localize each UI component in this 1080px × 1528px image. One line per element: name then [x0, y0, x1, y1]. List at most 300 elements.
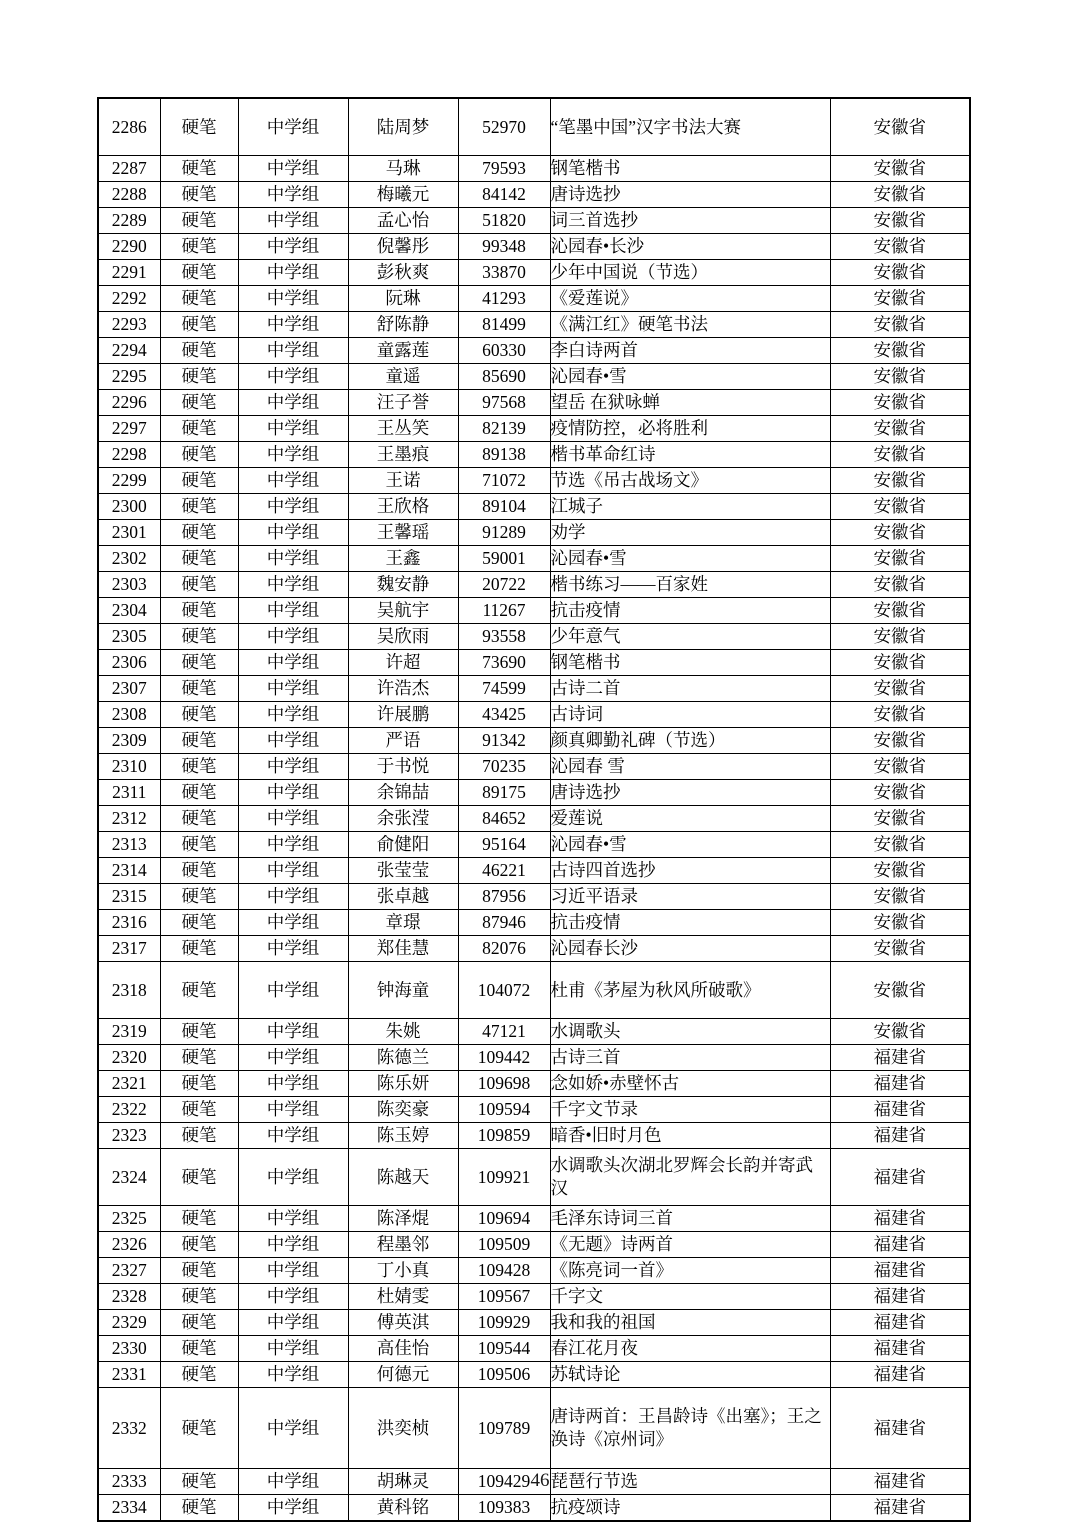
row-province: 安徽省 — [830, 208, 970, 234]
row-province: 安徽省 — [830, 1019, 970, 1045]
row-number: 73690 — [458, 650, 550, 676]
row-id: 2288 — [98, 182, 160, 208]
row-id: 2291 — [98, 260, 160, 286]
table-row — [98, 832, 970, 858]
row-type: 硬笔 — [160, 208, 238, 234]
row-group: 中学组 — [238, 858, 348, 884]
row-province: 福建省 — [830, 1045, 970, 1071]
row-province: 安徽省 — [830, 234, 970, 260]
table-row — [98, 208, 970, 234]
row-group: 中学组 — [238, 1123, 348, 1149]
row-number: 109429 — [458, 1469, 550, 1495]
table-row — [98, 754, 970, 780]
row-province: 福建省 — [830, 1097, 970, 1123]
row-title: 《陈亮词一首》 — [550, 1258, 830, 1284]
row-type: 硬笔 — [160, 286, 238, 312]
row-title: 钢笔楷书 — [550, 156, 830, 182]
row-id: 2294 — [98, 338, 160, 364]
row-number: 11267 — [458, 598, 550, 624]
row-name: 钟海童 — [348, 962, 458, 1019]
row-type: 硬笔 — [160, 962, 238, 1019]
row-group: 中学组 — [238, 1336, 348, 1362]
row-group: 中学组 — [238, 702, 348, 728]
row-title: 楷书革命红诗 — [550, 442, 830, 468]
row-group: 中学组 — [238, 962, 348, 1019]
row-province: 福建省 — [830, 1469, 970, 1495]
row-title: 水调歌头 — [550, 1019, 830, 1045]
row-number: 109442 — [458, 1045, 550, 1071]
row-group: 中学组 — [238, 832, 348, 858]
row-province: 安徽省 — [830, 182, 970, 208]
row-id: 2296 — [98, 390, 160, 416]
row-title: 望岳 在狱咏蝉 — [550, 390, 830, 416]
row-title: 古诗二首 — [550, 676, 830, 702]
row-id: 2331 — [98, 1362, 160, 1388]
table-row — [98, 390, 970, 416]
row-title: 抗击疫情 — [550, 910, 830, 936]
row-type: 硬笔 — [160, 1336, 238, 1362]
row-title: 爱莲说 — [550, 806, 830, 832]
row-group: 中学组 — [238, 286, 348, 312]
row-name: 严语 — [348, 728, 458, 754]
row-id: 2309 — [98, 728, 160, 754]
row-province: 安徽省 — [830, 364, 970, 390]
row-province: 安徽省 — [830, 962, 970, 1019]
row-name: 彭秋爽 — [348, 260, 458, 286]
table-row — [98, 1258, 970, 1284]
row-name: 余张滢 — [348, 806, 458, 832]
row-group: 中学组 — [238, 1310, 348, 1336]
row-group: 中学组 — [238, 1045, 348, 1071]
row-type: 硬笔 — [160, 1123, 238, 1149]
row-group: 中学组 — [238, 520, 348, 546]
row-name: 吴航宇 — [348, 598, 458, 624]
row-title: 劝学 — [550, 520, 830, 546]
row-id: 2330 — [98, 1336, 160, 1362]
row-province: 福建省 — [830, 1123, 970, 1149]
row-name: 陈泽焜 — [348, 1206, 458, 1232]
table-row — [98, 1232, 970, 1258]
row-title: 少年意气 — [550, 624, 830, 650]
row-group: 中学组 — [238, 390, 348, 416]
row-id: 2316 — [98, 910, 160, 936]
row-group: 中学组 — [238, 884, 348, 910]
row-id: 2332 — [98, 1388, 160, 1469]
row-number: 59001 — [458, 546, 550, 572]
row-province: 安徽省 — [830, 442, 970, 468]
row-province: 福建省 — [830, 1388, 970, 1469]
table-row — [98, 182, 970, 208]
row-group: 中学组 — [238, 1388, 348, 1469]
row-type: 硬笔 — [160, 832, 238, 858]
table-row — [98, 98, 970, 156]
table-row — [98, 1495, 970, 1522]
row-title: 抗疫颂诗 — [550, 1495, 830, 1522]
row-title: 《爱莲说》 — [550, 286, 830, 312]
row-province: 安徽省 — [830, 858, 970, 884]
row-name: 马琳 — [348, 156, 458, 182]
row-title: 《满江红》硬笔书法 — [550, 312, 830, 338]
row-group: 中学组 — [238, 910, 348, 936]
table-row — [98, 364, 970, 390]
row-province: 安徽省 — [830, 624, 970, 650]
row-title: 琵琶行节选 — [550, 1469, 830, 1495]
row-province: 安徽省 — [830, 260, 970, 286]
row-id: 2326 — [98, 1232, 160, 1258]
row-name: 许展鹏 — [348, 702, 458, 728]
row-group: 中学组 — [238, 806, 348, 832]
row-group: 中学组 — [238, 1019, 348, 1045]
row-name: 何德元 — [348, 1362, 458, 1388]
row-type: 硬笔 — [160, 1097, 238, 1123]
row-id: 2334 — [98, 1495, 160, 1522]
row-province: 安徽省 — [830, 650, 970, 676]
row-province: 安徽省 — [830, 312, 970, 338]
roster-table-body — [98, 98, 970, 1521]
row-type: 硬笔 — [160, 1469, 238, 1495]
row-province: 安徽省 — [830, 546, 970, 572]
row-number: 109506 — [458, 1362, 550, 1388]
row-id: 2321 — [98, 1071, 160, 1097]
row-title: “笔墨中国”汉字书法大赛 — [550, 98, 830, 156]
row-name: 王墨痕 — [348, 442, 458, 468]
row-type: 硬笔 — [160, 338, 238, 364]
row-province: 安徽省 — [830, 676, 970, 702]
row-group: 中学组 — [238, 624, 348, 650]
row-group: 中学组 — [238, 364, 348, 390]
roster-table — [97, 97, 971, 1522]
row-number: 87956 — [458, 884, 550, 910]
row-name: 黄科铭 — [348, 1495, 458, 1522]
row-group: 中学组 — [238, 754, 348, 780]
row-province: 安徽省 — [830, 286, 970, 312]
row-group: 中学组 — [238, 1149, 348, 1206]
row-name: 许超 — [348, 650, 458, 676]
row-number: 70235 — [458, 754, 550, 780]
row-province: 福建省 — [830, 1310, 970, 1336]
row-name: 孟心怡 — [348, 208, 458, 234]
row-province: 安徽省 — [830, 598, 970, 624]
table-row — [98, 598, 970, 624]
row-number: 104072 — [458, 962, 550, 1019]
row-number: 109509 — [458, 1232, 550, 1258]
row-group: 中学组 — [238, 156, 348, 182]
row-title: 江城子 — [550, 494, 830, 520]
row-number: 109698 — [458, 1071, 550, 1097]
row-name: 郑佳慧 — [348, 936, 458, 962]
row-group: 中学组 — [238, 98, 348, 156]
row-number: 99348 — [458, 234, 550, 260]
row-number: 89175 — [458, 780, 550, 806]
row-id: 2310 — [98, 754, 160, 780]
row-name: 魏安静 — [348, 572, 458, 598]
row-number: 60330 — [458, 338, 550, 364]
row-number: 93558 — [458, 624, 550, 650]
row-province: 安徽省 — [830, 832, 970, 858]
row-type: 硬笔 — [160, 1206, 238, 1232]
row-number: 95164 — [458, 832, 550, 858]
row-title: 抗击疫情 — [550, 598, 830, 624]
row-province: 安徽省 — [830, 416, 970, 442]
row-type: 硬笔 — [160, 182, 238, 208]
row-number: 46221 — [458, 858, 550, 884]
row-type: 硬笔 — [160, 1232, 238, 1258]
table-row — [98, 910, 970, 936]
row-name: 胡琳灵 — [348, 1469, 458, 1495]
row-province: 福建省 — [830, 1206, 970, 1232]
table-row — [98, 676, 970, 702]
table-row — [98, 624, 970, 650]
row-type: 硬笔 — [160, 702, 238, 728]
row-title: 唐诗选抄 — [550, 780, 830, 806]
row-number: 91342 — [458, 728, 550, 754]
table-row — [98, 572, 970, 598]
row-name: 丁小真 — [348, 1258, 458, 1284]
row-id: 2323 — [98, 1123, 160, 1149]
row-name: 汪子誉 — [348, 390, 458, 416]
row-title: 少年中国说（节选） — [550, 260, 830, 286]
row-number: 84142 — [458, 182, 550, 208]
row-province: 安徽省 — [830, 806, 970, 832]
row-type: 硬笔 — [160, 390, 238, 416]
row-id: 2329 — [98, 1310, 160, 1336]
row-type: 硬笔 — [160, 546, 238, 572]
row-title: 沁园春•长沙 — [550, 234, 830, 260]
table-row — [98, 806, 970, 832]
row-id: 2324 — [98, 1149, 160, 1206]
row-number: 41293 — [458, 286, 550, 312]
table-row — [98, 702, 970, 728]
row-name: 阮琳 — [348, 286, 458, 312]
row-type: 硬笔 — [160, 1495, 238, 1522]
row-number: 20722 — [458, 572, 550, 598]
row-title: 春江花月夜 — [550, 1336, 830, 1362]
row-group: 中学组 — [238, 1097, 348, 1123]
row-title: 沁园春•雪 — [550, 364, 830, 390]
row-province: 安徽省 — [830, 390, 970, 416]
row-number: 71072 — [458, 468, 550, 494]
row-type: 硬笔 — [160, 1284, 238, 1310]
row-province: 安徽省 — [830, 520, 970, 546]
page-number: 46 — [530, 1470, 550, 1491]
table-row — [98, 338, 970, 364]
row-id: 2300 — [98, 494, 160, 520]
row-id: 2327 — [98, 1258, 160, 1284]
row-province: 安徽省 — [830, 338, 970, 364]
row-type: 硬笔 — [160, 780, 238, 806]
row-number: 89138 — [458, 442, 550, 468]
row-title: 苏轼诗论 — [550, 1362, 830, 1388]
row-id: 2292 — [98, 286, 160, 312]
row-title: 毛泽东诗词三首 — [550, 1206, 830, 1232]
row-id: 2290 — [98, 234, 160, 260]
row-province: 福建省 — [830, 1362, 970, 1388]
row-name: 高佳怡 — [348, 1336, 458, 1362]
row-name: 陈乐妍 — [348, 1071, 458, 1097]
row-type: 硬笔 — [160, 520, 238, 546]
row-type: 硬笔 — [160, 234, 238, 260]
row-province: 福建省 — [830, 1071, 970, 1097]
row-province: 安徽省 — [830, 910, 970, 936]
row-number: 91289 — [458, 520, 550, 546]
row-province: 安徽省 — [830, 936, 970, 962]
row-group: 中学组 — [238, 234, 348, 260]
row-group: 中学组 — [238, 1258, 348, 1284]
row-name: 杜婧雯 — [348, 1284, 458, 1310]
table-row — [98, 312, 970, 338]
row-group: 中学组 — [238, 546, 348, 572]
row-id: 2303 — [98, 572, 160, 598]
row-number: 109929 — [458, 1310, 550, 1336]
table-row — [98, 1019, 970, 1045]
row-title: 古诗三首 — [550, 1045, 830, 1071]
table-row — [98, 1097, 970, 1123]
row-title: 念如娇•赤壁怀古 — [550, 1071, 830, 1097]
row-group: 中学组 — [238, 728, 348, 754]
row-name: 程墨邻 — [348, 1232, 458, 1258]
row-name: 陈德兰 — [348, 1045, 458, 1071]
row-province: 安徽省 — [830, 780, 970, 806]
row-type: 硬笔 — [160, 156, 238, 182]
row-type: 硬笔 — [160, 1019, 238, 1045]
row-name: 倪馨彤 — [348, 234, 458, 260]
row-number: 109594 — [458, 1097, 550, 1123]
row-province: 安徽省 — [830, 156, 970, 182]
row-name: 傅英淇 — [348, 1310, 458, 1336]
row-title: 千字文节录 — [550, 1097, 830, 1123]
table-row — [98, 884, 970, 910]
row-province: 安徽省 — [830, 468, 970, 494]
row-title: 李白诗两首 — [550, 338, 830, 364]
table-row — [98, 1123, 970, 1149]
row-group: 中学组 — [238, 1469, 348, 1495]
row-type: 硬笔 — [160, 754, 238, 780]
row-group: 中学组 — [238, 1284, 348, 1310]
row-type: 硬笔 — [160, 650, 238, 676]
row-type: 硬笔 — [160, 442, 238, 468]
row-province: 福建省 — [830, 1336, 970, 1362]
row-name: 章璟 — [348, 910, 458, 936]
table-row — [98, 494, 970, 520]
row-id: 2315 — [98, 884, 160, 910]
row-province: 福建省 — [830, 1232, 970, 1258]
row-number: 89104 — [458, 494, 550, 520]
row-group: 中学组 — [238, 780, 348, 806]
row-title: 千字文 — [550, 1284, 830, 1310]
row-id: 2299 — [98, 468, 160, 494]
row-id: 2293 — [98, 312, 160, 338]
row-number: 81499 — [458, 312, 550, 338]
row-type: 硬笔 — [160, 260, 238, 286]
row-title: 疫情防控，必将胜利 — [550, 416, 830, 442]
row-id: 2313 — [98, 832, 160, 858]
row-title: 古诗四首选抄 — [550, 858, 830, 884]
row-type: 硬笔 — [160, 1071, 238, 1097]
row-title: 唐诗两首：王昌龄诗《出塞》；王之涣诗《凉州词》 — [550, 1388, 830, 1469]
row-number: 97568 — [458, 390, 550, 416]
row-province: 安徽省 — [830, 98, 970, 156]
row-number: 84652 — [458, 806, 550, 832]
row-id: 2289 — [98, 208, 160, 234]
row-name: 陆周梦 — [348, 98, 458, 156]
row-number: 33870 — [458, 260, 550, 286]
row-group: 中学组 — [238, 676, 348, 702]
row-id: 2307 — [98, 676, 160, 702]
row-id: 2298 — [98, 442, 160, 468]
row-title: 沁园春 雪 — [550, 754, 830, 780]
row-group: 中学组 — [238, 494, 348, 520]
row-id: 2311 — [98, 780, 160, 806]
row-id: 2305 — [98, 624, 160, 650]
row-title: 习近平语录 — [550, 884, 830, 910]
row-number: 47121 — [458, 1019, 550, 1045]
table-row — [98, 442, 970, 468]
row-number: 82076 — [458, 936, 550, 962]
row-type: 硬笔 — [160, 1149, 238, 1206]
row-name: 张莹莹 — [348, 858, 458, 884]
row-id: 2297 — [98, 416, 160, 442]
table-row — [98, 1206, 970, 1232]
row-id: 2314 — [98, 858, 160, 884]
row-name: 朱姚 — [348, 1019, 458, 1045]
row-name: 张卓越 — [348, 884, 458, 910]
table-row — [98, 858, 970, 884]
row-id: 2287 — [98, 156, 160, 182]
row-group: 中学组 — [238, 1232, 348, 1258]
row-number: 43425 — [458, 702, 550, 728]
row-number: 109544 — [458, 1336, 550, 1362]
row-type: 硬笔 — [160, 936, 238, 962]
table-row — [98, 936, 970, 962]
row-id: 2325 — [98, 1206, 160, 1232]
row-number: 109567 — [458, 1284, 550, 1310]
row-province: 福建省 — [830, 1149, 970, 1206]
table-row — [98, 1045, 970, 1071]
row-id: 2306 — [98, 650, 160, 676]
row-id: 2295 — [98, 364, 160, 390]
row-group: 中学组 — [238, 338, 348, 364]
table-row — [98, 1362, 970, 1388]
row-province: 福建省 — [830, 1258, 970, 1284]
row-name: 王欣格 — [348, 494, 458, 520]
row-type: 硬笔 — [160, 676, 238, 702]
row-id: 2328 — [98, 1284, 160, 1310]
row-number: 85690 — [458, 364, 550, 390]
table-row — [98, 1071, 970, 1097]
row-name: 童遥 — [348, 364, 458, 390]
row-group: 中学组 — [238, 468, 348, 494]
row-id: 2318 — [98, 962, 160, 1019]
row-name: 梅曦元 — [348, 182, 458, 208]
row-group: 中学组 — [238, 260, 348, 286]
row-type: 硬笔 — [160, 806, 238, 832]
table-row — [98, 234, 970, 260]
row-number: 52970 — [458, 98, 550, 156]
row-type: 硬笔 — [160, 910, 238, 936]
row-type: 硬笔 — [160, 1258, 238, 1284]
table-row — [98, 286, 970, 312]
row-number: 51820 — [458, 208, 550, 234]
row-name: 王丛笑 — [348, 416, 458, 442]
row-group: 中学组 — [238, 1495, 348, 1522]
row-id: 2317 — [98, 936, 160, 962]
row-title: 颜真卿勤礼碑（节选） — [550, 728, 830, 754]
row-type: 硬笔 — [160, 1045, 238, 1071]
row-type: 硬笔 — [160, 494, 238, 520]
row-group: 中学组 — [238, 416, 348, 442]
roster-table-container — [97, 97, 969, 1522]
row-id: 2319 — [98, 1019, 160, 1045]
